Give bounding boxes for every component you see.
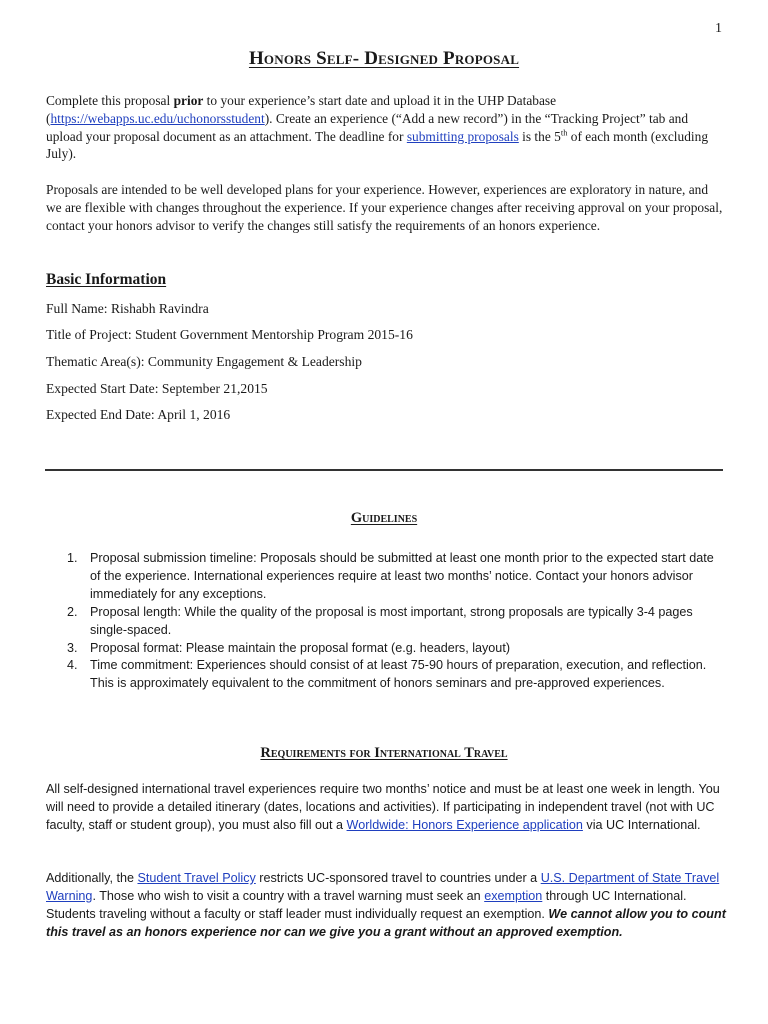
list-item: 4. Time commitment: Experiences should consist of at least 75-90 hours of preparation, execution, and reflection. This is approximately equivalent to the commitment of honors seminars and pre-approved experiences. (67, 658, 707, 691)
guidelines-heading: Guidelines (350, 510, 418, 526)
exemption-warning: We cannot allow you to count this travel as an honors experience nor can we give you a grant without an approved exemption. (46, 907, 726, 939)
start-date-field: Expected Start Date: September 21,2015 (46, 381, 268, 396)
list-item: 1. Proposal submission timeline: Proposals should be submitted at least one month prior to the expected start date of the experience. International experiences require at least two months’ notice. Contact your honors advisor immediately for any exceptions. (67, 551, 714, 601)
list-item: 2. Proposal length: While the quality of the proposal is most important, strong proposals are typically 3-4 pages single-spaced. (67, 604, 693, 637)
end-date-field: Expected End Date: April 1, 2016 (46, 407, 231, 422)
international-paragraph-2: Additionally, the Student Travel Policy restricts UC-sponsored travel to countries under a U.S. Department of State Travel Warning. Those who wish to visit a country with a travel warning must seek an exemption through UC International. Students traveling without a faculty or staff leader must individually request an exemption. We cannot allow you to count this travel as an honors experience nor can we give you a grant without an approved exemption. (46, 871, 726, 939)
page-number: 1 (715, 21, 722, 36)
basic-information-heading: Basic Information (46, 271, 167, 288)
exemption-link[interactable]: exemption (484, 889, 543, 903)
uhp-database-link[interactable]: https://webapps.uc.edu/uchonorsstudent (50, 110, 265, 126)
intro-paragraph-2: Proposals are intended to be well developed plans for your experience. However, experiences are exploratory in nature, and we are flexible with changes throughout the experience. If your experience changes after receiving approval on your proposal, contact your honors advisor to verify the changes still satisfy the requirements of an honors experience. (46, 182, 723, 233)
student-travel-policy-link[interactable]: Student Travel Policy (137, 871, 256, 885)
full-name-field: Full Name: Rishabh Ravindra (46, 301, 209, 316)
international-travel-heading: Requirements for International Travel (260, 745, 508, 761)
prior-emphasis: prior (173, 93, 204, 108)
submitting-proposals-link[interactable]: submitting proposals (406, 128, 519, 144)
worldwide-honors-application-link[interactable]: Worldwide: Honors Experience application (346, 817, 583, 832)
international-paragraph-1: All self-designed international travel experiences require two months’ notice and must be at least one week in length. You will need to provide a detailed itinerary (dates, locations and activities). If participating in independent travel (not with UC faculty, staff or student group), you must also fill out a Worldwide: Honors Experience application via UC International. (46, 782, 720, 832)
intro-paragraph-1: Complete this proposal prior to your experience’s start date and upload it in the UHP Database (https://webapps.uc.edu/uchonorsstudent). Create an experience (“Add a new record”) in the “Tracking Project” tab and upload your proposal document as an attachment. The deadline for submitting proposals is the 5th of each month (excluding July). (46, 93, 709, 162)
list-item: 3. Proposal format: Please maintain the proposal format (e.g. headers, layout) (67, 640, 511, 655)
document-title: Honors Self- Designed Proposal (248, 48, 520, 69)
state-travel-warning-link[interactable]: U.S. Department of State Travel Warning (46, 871, 720, 903)
project-title-field: Title of Project: Student Government Mentorship Program 2015-16 (46, 327, 413, 342)
section-divider (45, 469, 723, 471)
guidelines-list (46, 550, 726, 693)
thematic-area-field: Thematic Area(s): Community Engagement & Leadership (46, 354, 362, 369)
